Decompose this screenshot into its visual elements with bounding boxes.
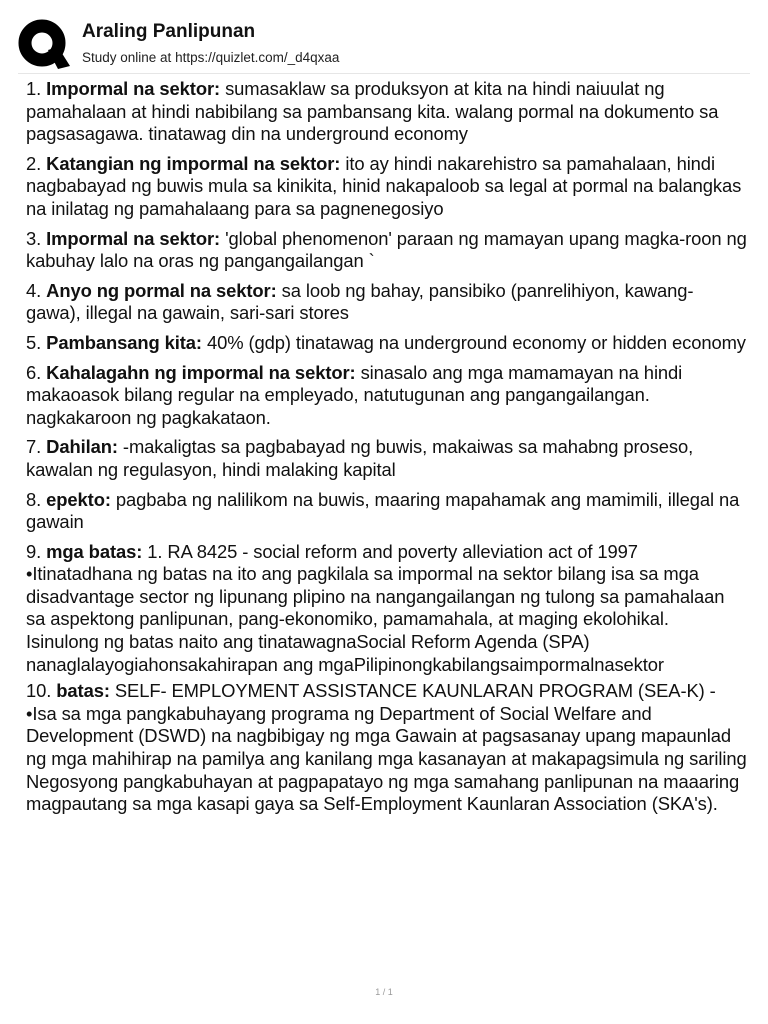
card-definition: 'global phenomenon' paraan ng mamayan upang magka-roon ng kabuhay lalo na oras ng pangangailangan `: [26, 227, 747, 272]
card-definition: pagbaba ng nalilikom na buwis, maaring mapahamak ang mamimili, illegal na gawain: [26, 488, 740, 533]
card-number: 2.: [26, 152, 42, 174]
quizlet-logo-icon: [18, 19, 70, 69]
card-definition: -makaligtas sa pagbabayad ng buwis, makaiwas sa mahabng proseso, kawalan ng regulasyon, hindi malaking kapital: [26, 436, 694, 480]
card-term: Katangian ng impormal na sektor:: [46, 152, 341, 174]
card-number: 6.: [26, 361, 42, 383]
flashcard-4: [26, 280, 748, 332]
card-term: mga batas:: [46, 540, 143, 562]
card-term: batas:: [56, 680, 110, 702]
card-term: Kahalagahn ng impormal na sektor:: [46, 361, 356, 383]
page-number: 1 / 1: [375, 987, 393, 997]
set-header: [0, 0, 768, 72]
flashcard-2: [26, 153, 748, 228]
card-term: Dahilan:: [46, 436, 118, 458]
card-number: 1.: [26, 78, 42, 99]
flashcard-6: [26, 362, 748, 437]
card-definition: sumasaklaw sa produksyon at kita na hindi naiuulat ng pamahalaan at hindi nabibilang sa pambansang kita. walang pormal na dokumento sa pagsasagawa. tinatawag din na underground economy: [26, 78, 719, 145]
card-number: 10.: [26, 680, 52, 702]
card-definition: SELF- EMPLOYMENT ASSISTANCE KAUNLARAN PROGRAM (SEA-K) - •Isa sa mga pangkabuhayang programa ng Department of Social Welfare and Development (DSWD) na nagbibigay ng mga Gawain at pagsasanay upang mapaunlad ng mga mahihirap na pamilya ang kanilang mga kasanayan at makapagsimula ng sariling Negosyong pangkabuhayan at pagpapatayo ng mga samahang panlipunan na maaaring magpautang sa mga kasapi gaya sa Self-Employment Kaunlaran Association (SKA's).: [26, 680, 747, 815]
card-number: 3.: [26, 227, 42, 249]
flashcard-5: [26, 332, 748, 362]
flashcard-1: [26, 78, 748, 153]
card-definition: sa loob ng bahay, pansibiko (panrelihiyon, kawang-gawa), illegal na gawain, sari-sari stores: [26, 279, 694, 324]
card-number: 4.: [26, 279, 42, 301]
card-number: 5.: [26, 331, 42, 353]
set-title: Araling Panlipunan: [82, 21, 256, 42]
set-source-url[interactable]: Study online at https://quizlet.com/_d4qxaa: [82, 50, 340, 65]
card-term: Impormal na sektor:: [46, 227, 221, 249]
header-divider: [18, 73, 750, 74]
card-term: epekto:: [46, 488, 111, 510]
flashcard-9: [26, 541, 748, 681]
card-term: Impormal na sektor:: [46, 78, 221, 99]
card-number: 7.: [26, 436, 42, 458]
card-definition: 1. RA 8425 - social reform and poverty alleviation act of 1997 •Itinatadhana ng batas na ito ang pagkilala sa impormal na sektor bilang isa sa mga disadvantage sector ng lipunang plipino na nangangailangan ng tulong sa pamahalaan sa aspektong panlipunan, pang-ekonomiko, pamamahala, at maging ekolohikal. Isinulong ng batas naito ang tinatawagnaSocial Reform Agenda (SPA) nanaglalayogiahonsakahirapan ang mgaPilipinongkabilangsaimpormalnasektor: [26, 540, 725, 675]
card-number: 8.: [26, 488, 42, 510]
card-term: Pambansang kita:: [46, 331, 202, 353]
flashcard-3: [26, 228, 748, 280]
flashcard-7: [26, 436, 748, 488]
flashcard-10: [26, 680, 748, 823]
card-definition: sinasalo ang mga mamamayan na hindi makaoasok bilang regular na empleyado, natutugunan ang pangangailangan. nagkakaroon ng pagkakataon.: [26, 361, 683, 428]
card-definition: 40% (gdp) tinatawag na underground economy or hidden economy: [206, 331, 746, 353]
flashcard-list: [26, 78, 748, 823]
flashcard-8: [26, 489, 748, 541]
card-definition: ito ay hindi nakarehistro sa pamahalaan, hindi nagbabayad ng buwis mula sa kinikita, hinid nakapaloob sa legal at pormal na balangkas na inilatag ng pamahalaang para sa pagnenegosiyo: [26, 152, 742, 219]
card-term: Anyo ng pormal na sektor:: [46, 279, 277, 301]
card-number: 9.: [26, 540, 42, 562]
